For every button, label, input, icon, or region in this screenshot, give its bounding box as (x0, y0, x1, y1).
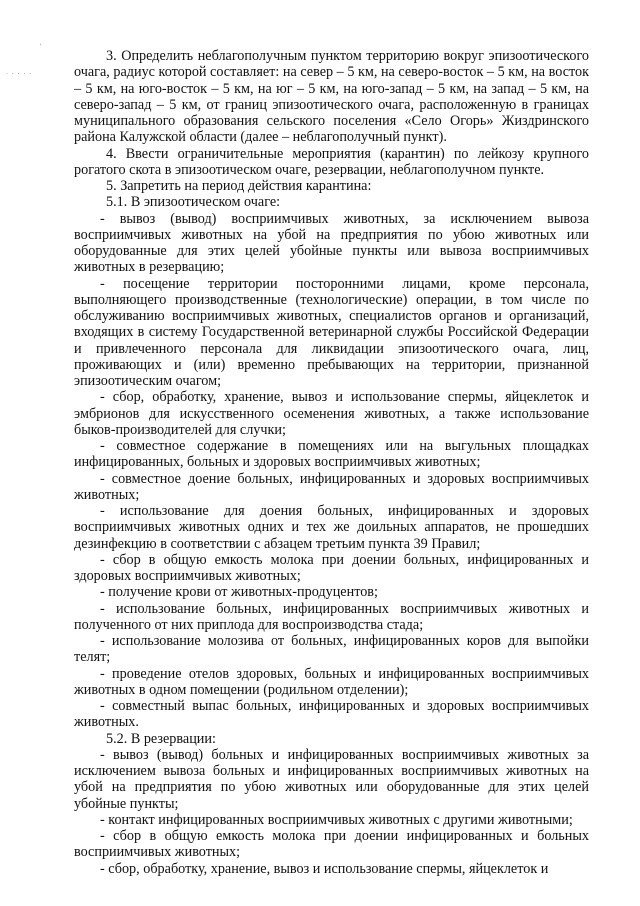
subsection-heading-5-2: 5.2. В резервации: (106, 730, 216, 747)
subsection-heading-5-1: 5.1. В эпизоотическом очаге: (106, 194, 281, 211)
list-item: - вывоз (вывод) восприимчивых животных, за исключением вывоза восприимчивых животных на убой на предприятия по убою животных или оборудованные для этих целей убойные пункты или вывоза восприимчивых животных в резервацию; (74, 210, 589, 276)
list-item: - использование больных, инфицированных восприимчивых животных и полученного от них приплода для воспроизводства стада; (74, 600, 589, 633)
list-item: - сбор, обработку, хранение, вывоз и использование спермы, яйцеклеток и (100, 860, 549, 877)
margin-mark: ' (40, 43, 42, 50)
list-item: - совместное доение больных, инфицированных и здоровых восприимчивых животных; (74, 470, 589, 503)
list-item: - использование для доения больных, инфицированных и здоровых восприимчивых животных одних и тех же доильных аппаратов, не прошедших дезинфекцию в соответствии с абзацем третьим пункта 39 Правил; (74, 503, 589, 552)
list-item: - вывоз (вывод) больных и инфицированных восприимчивых животных за исключением вывоза больных и инфицированных восприимчивых животных на убой на предприятия по убою животных или оборудованные для этих целей убойные пункты; (74, 746, 589, 812)
list-item: - посещение территории посторонними лицами, кроме персонала, выполняющего производственные (технологические) операции, в том числе по обслуживанию восприимчивых животных, специалистов органов и организаций, входящих в систему Государственной ветеринарной службы Российской Федерации и привлеченного персонала для ликвидации эпизоотического очага, лиц, проживающих и (или) временно пребывающих на территории, признанной эпизоотическим очагом; (74, 275, 589, 389)
list-item: - сбор в общую емкость молока при доении больных, инфицированных и здоровых восприимчивых животных; (74, 551, 589, 584)
paragraph-item-5: 5. Запретить на период действия карантина: (106, 178, 372, 194)
list-item: - использование молозива от больных, инфицированных коров для выпойки телят; (74, 633, 589, 666)
paragraph-item-4: 4. Ввести ограничительные мероприятия (карантин) по лейкозу крупного рогатого скота в эпизоотическом очаге, резервации, неблагополучном пункте. (74, 145, 589, 178)
list-item: - сбор, обработку, хранение, вывоз и использование спермы, яйцеклеток и эмбрионов для искусственного осеменения животных, а также использование быков-производителей для случки; (74, 389, 589, 438)
list-item: - совместное содержание в помещениях или на выгульных площадках инфицированных, больных и здоровых восприимчивых животных; (74, 438, 589, 471)
document-body (74, 48, 589, 877)
list-item: - получение крови от животных-продуцентов; (100, 584, 378, 601)
list-item: - контакт инфицированных восприимчивых животных с другими животными; (100, 811, 573, 828)
margin-dots: · · · · · (6, 71, 33, 78)
list-item: - проведение отелов здоровых, больных и инфицированных восприимчивых животных в одном помещении (родильном отделении); (74, 665, 589, 698)
paragraph-item-3: 3. Определить неблагополучным пунктом территорию вокруг эпизоотического очага, радиус которой составляет: на север – 5 км, на северо-восток – 5 км, на восток – 5 км, на юго-восток – 5 км, на юг – 5 км, на юго-запад – 5 км, на запад – 5 км, на северо-запад – 5 км, от границ эпизоотического очага, расположенную в границах муниципального образования сельского поселения «Село Огорь» Жиздринского района Калужской области (далее – неблагополучный пункт). (74, 48, 589, 146)
list-item: - совместный выпас больных, инфицированных и здоровых восприимчивых животных. (74, 698, 589, 731)
list-item: - сбор в общую емкость молока при доении инфицированных и больных восприимчивых животных; (74, 828, 589, 861)
